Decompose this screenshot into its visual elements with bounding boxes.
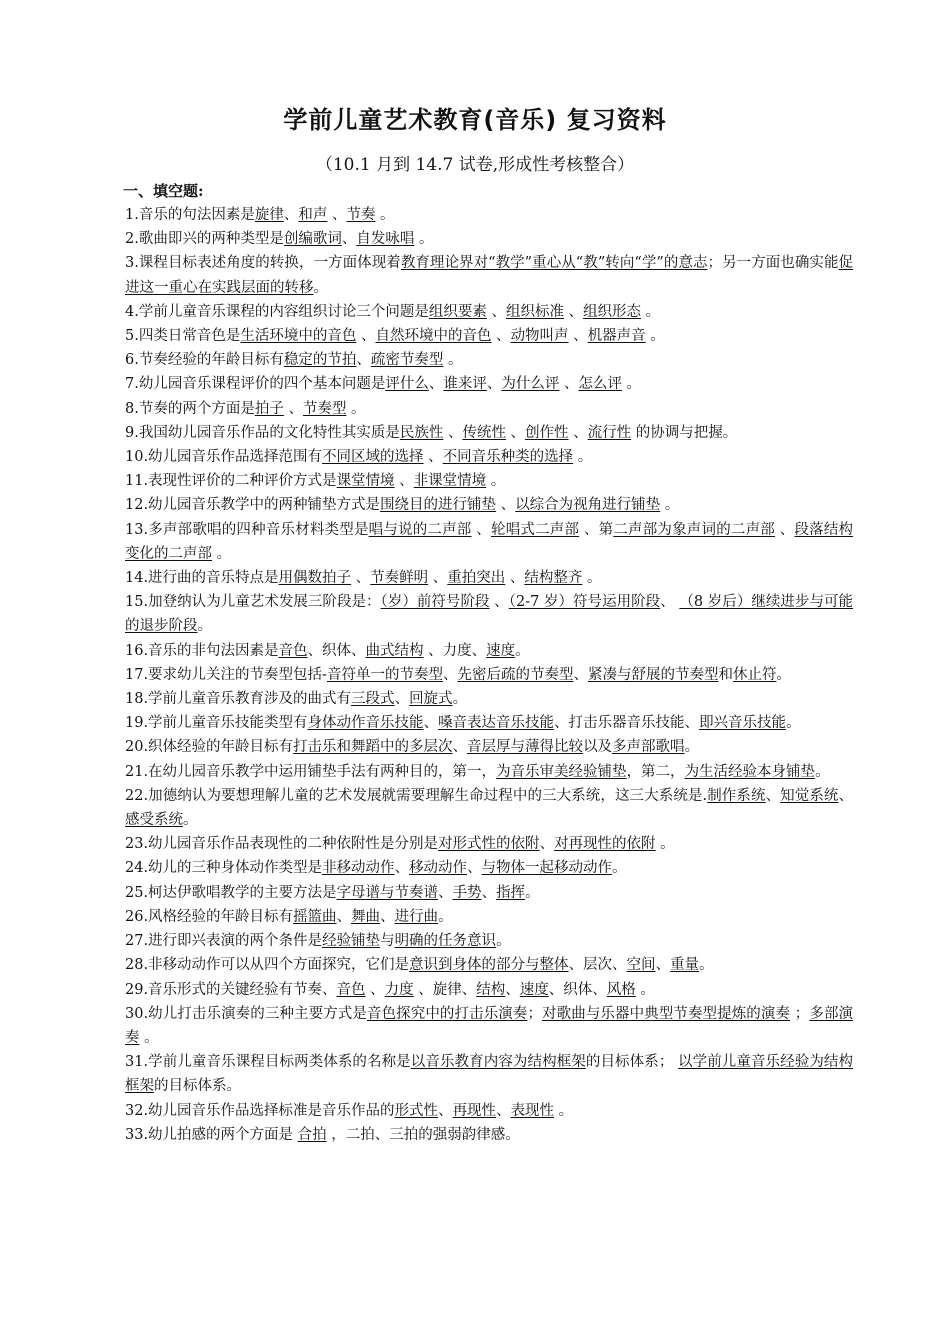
- question-text: 。: [621, 376, 642, 393]
- answer-text: 创作性: [525, 424, 569, 441]
- answer-text: 与物体一起移动动作: [481, 860, 613, 877]
- question-text: 、: [505, 424, 526, 441]
- question-text: 33.幼儿拍感的两个方面是: [125, 1126, 298, 1143]
- answer-text: 段落结构变化的二声部: [125, 521, 854, 562]
- question-text: 23.幼儿园音乐作品表现性的二种依附性是分别是: [125, 836, 439, 853]
- answer-text: 节奏: [346, 207, 376, 223]
- question-text: 、: [573, 666, 588, 683]
- question-item: [125, 493, 853, 517]
- question-text: 30.幼儿打击乐演奏的三种主要方式是: [125, 1005, 367, 1022]
- answer-text: 形式性: [394, 1102, 439, 1119]
- question-text: 、: [489, 594, 509, 611]
- question-text: 。: [139, 1029, 159, 1046]
- question-item: [125, 590, 853, 638]
- question-text: 。: [699, 957, 714, 974]
- question-text: 。: [786, 715, 801, 732]
- question-text: 、: [471, 521, 491, 538]
- answer-text: 动物叫声: [510, 328, 569, 345]
- answer-text: （8 岁后）继续进步与可能的退步阶段: [125, 594, 854, 635]
- answer-text: 再现性: [452, 1102, 497, 1119]
- question-text: 2.歌曲即兴的两种类型是: [125, 231, 284, 248]
- question-text: 、: [341, 231, 357, 248]
- answer-text: （2-7 岁）符号运用阶段: [508, 594, 661, 611]
- question-item: [125, 905, 853, 929]
- question-text: 。: [438, 908, 453, 925]
- question-text: 、层次、: [568, 957, 627, 974]
- answer-text: 促进这一重心在实践层面的转移: [125, 255, 853, 296]
- question-item: [125, 663, 853, 687]
- answer-text: 移动动作: [409, 860, 468, 877]
- answer-text: 速度: [519, 981, 549, 998]
- question-text: 、: [655, 957, 671, 974]
- answer-text: 手势: [452, 884, 482, 901]
- question-text: 12.幼儿园音乐教学中的两种铺垫方式是: [125, 497, 381, 514]
- question-text: 。: [496, 933, 511, 950]
- question-text: 的目标体系；: [585, 1054, 679, 1071]
- question-text: 以及: [583, 739, 613, 756]
- answer-text: 民族性: [399, 424, 444, 441]
- question-text: 。: [443, 352, 463, 369]
- answer-text: 组织形态: [583, 303, 642, 320]
- question-text: 和: [718, 666, 733, 683]
- section-heading: 一、填空题:: [123, 182, 204, 200]
- question-text: 、: [356, 328, 376, 345]
- answer-text: 不同音乐种类的选择: [442, 449, 574, 466]
- question-text: 16.音乐的非句法因素是: [125, 642, 279, 659]
- answer-text: 先密后疏的节奏型: [457, 666, 574, 683]
- answer-text: 对歌曲与乐器中典型节奏型提炼的演奏: [541, 1005, 791, 1022]
- question-item: [125, 1099, 853, 1123]
- question-item: [125, 566, 853, 590]
- question-text: 。: [655, 836, 675, 853]
- answer-text: 曲式结构: [365, 642, 424, 659]
- question-text: ，第二，: [626, 763, 685, 780]
- answer-text: 旋律: [254, 207, 284, 223]
- question-text: 、: [559, 376, 579, 393]
- question-text: 11.表现性评价的二种评价方式是: [125, 473, 337, 490]
- answer-text: 节奏型: [302, 400, 347, 417]
- question-text: 、: [443, 424, 463, 441]
- question-text: 8.节奏的两个方面是: [125, 400, 255, 417]
- question-text: 、: [660, 594, 680, 611]
- question-item: [125, 856, 853, 880]
- question-text: 。: [776, 666, 791, 683]
- answer-text: 教育理论界对“教学”重心从“教”转向“学”的意志: [400, 255, 708, 272]
- answer-text: 紧凑与舒展的节奏型: [587, 666, 719, 683]
- question-text: 、打击乐器音乐技能、: [554, 715, 700, 732]
- question-text: 27.进行即兴表演的两个条件是: [125, 933, 323, 950]
- answer-text: 多部演奏: [125, 1005, 854, 1046]
- question-text: 、: [442, 666, 458, 683]
- answer-text: 传统性: [462, 424, 506, 441]
- question-text: 、旋律、: [413, 981, 477, 998]
- question-text: 31.学前儿童音乐课程目标两类体系的名称是: [125, 1054, 411, 1071]
- answer-text: 意识到身体的部分与整体: [409, 957, 569, 974]
- question-text: ，二拍、三拍的强弱韵律感。: [326, 1126, 520, 1143]
- question-text: 、: [351, 570, 371, 587]
- question-item: [125, 227, 853, 251]
- answer-text: 生活环境中的音色: [240, 328, 357, 345]
- answer-text: 稳定的节拍: [283, 352, 357, 369]
- answer-text: 唱与说的二声部: [368, 521, 472, 538]
- question-text: 与: [380, 933, 395, 950]
- answer-text: 以音乐教育内容为结构框架: [410, 1054, 586, 1071]
- question-item: [125, 929, 853, 953]
- question-text: 、: [568, 424, 588, 441]
- question-text: 。: [197, 618, 212, 635]
- question-item: [125, 421, 853, 445]
- answer-text: 机器声音: [587, 328, 646, 345]
- answer-text: 音层厚与薄得比较: [467, 739, 584, 756]
- question-text: 21.在幼儿园音乐教学中运用铺垫手法有两种目的，第一，: [125, 763, 497, 780]
- question-text: 。: [212, 545, 232, 562]
- question-text: 的目标体系。: [154, 1078, 241, 1095]
- question-text: 。: [684, 739, 700, 756]
- question-text: 、: [394, 473, 414, 490]
- question-item: [125, 881, 853, 905]
- question-text: 、: [568, 328, 588, 345]
- question-text: 13.多声部歌唱的四种音乐材料类型是: [125, 521, 369, 538]
- answer-text: 谁来评: [443, 376, 487, 393]
- answer-text: 音色探究中的打击乐演奏: [366, 1005, 528, 1022]
- answer-text: 用偶数拍子: [278, 570, 352, 587]
- question-text: 、: [394, 691, 410, 708]
- answer-text: 知觉系统: [780, 787, 839, 804]
- answer-text: 音色: [336, 981, 366, 998]
- answer-text: 经验铺垫: [322, 933, 381, 950]
- question-text: 、: [365, 981, 385, 998]
- answer-text: 为音乐审美经验铺垫: [496, 763, 627, 780]
- answer-text: 字母谱与节奏谱: [336, 884, 439, 901]
- question-text: 、: [438, 884, 453, 901]
- answer-text: 非课堂情境: [413, 473, 487, 490]
- answer-text: 为生活经验本身铺垫: [684, 763, 816, 780]
- question-item: [125, 832, 853, 856]
- question-text: 19.学前儿童音乐技能类型有: [125, 715, 308, 732]
- document-subtitle: （10.1 月到 14.7 试卷,形成性考核整合）: [315, 155, 635, 175]
- question-text: 25.柯达伊歌唱教学的主要方法是: [125, 884, 337, 901]
- question-text: 24.幼儿的三种身体动作类型是: [125, 860, 323, 877]
- question-text: 、: [505, 981, 520, 998]
- answer-text: 指挥: [496, 884, 526, 901]
- answer-text: 速度: [486, 642, 516, 659]
- question-text: 20.织体经验的年龄目标有: [125, 739, 294, 756]
- answer-text: 自发咏唱: [356, 231, 415, 248]
- question-item: [125, 1050, 853, 1098]
- answer-text: 和声: [298, 207, 328, 223]
- question-text: 、: [467, 860, 482, 877]
- question-item: [125, 1002, 853, 1050]
- question-item: [125, 518, 853, 566]
- question-text: 1.音乐的句法因素是: [125, 207, 255, 223]
- question-text: 、: [283, 400, 303, 417]
- question-text: 。: [414, 231, 434, 248]
- answer-text: 打击乐和舞蹈中的多层次: [293, 739, 453, 756]
- question-text: 9.我国幼儿园音乐作品的文化特性其实质是: [125, 424, 400, 441]
- answer-text: 音符单一的节奏型: [326, 666, 443, 683]
- document-title: 学前儿童艺术教育(音乐) 复习资料: [283, 106, 667, 134]
- question-text: 6.节奏经验的年龄目标有: [125, 352, 284, 369]
- question-text: 、: [428, 570, 448, 587]
- question-text: 、: [452, 739, 468, 756]
- question-text: 15.加登纳认为儿童艺术发展三阶段是：: [125, 594, 381, 611]
- question-item: [125, 687, 853, 711]
- answer-text: 重拍突出: [447, 570, 506, 587]
- question-item: [125, 348, 853, 372]
- question-text: 。: [582, 570, 602, 587]
- question-text: 。: [515, 642, 530, 659]
- answer-text: 三段式: [351, 691, 395, 708]
- answer-text: 拍子: [254, 400, 284, 417]
- question-text: 7.幼儿园音乐课程评价的四个基本问题是: [125, 376, 386, 393]
- answer-text: 风格: [606, 981, 636, 998]
- question-text: 、: [496, 497, 516, 514]
- answer-text: 休止符: [732, 666, 777, 683]
- question-text: 、: [356, 352, 371, 369]
- answer-text: 对形式性的依附: [438, 836, 540, 853]
- question-text: 、: [327, 207, 347, 223]
- question-text: 。: [660, 497, 680, 514]
- question-text: 、: [423, 715, 439, 732]
- question-item: [125, 251, 853, 299]
- question-text: 、: [336, 908, 352, 925]
- answer-text: 自然环境中的音色: [375, 328, 492, 345]
- question-item: [125, 300, 853, 324]
- answer-text: 为什么评: [501, 376, 560, 393]
- question-text: 。: [183, 812, 198, 829]
- answer-text: 结构: [476, 981, 506, 998]
- question-text: 10.幼儿园音乐作品选择范围有: [125, 449, 323, 466]
- answer-text: 结构整齐: [524, 570, 583, 587]
- question-item: [125, 372, 853, 396]
- question-text: ；: [790, 1005, 810, 1022]
- question-text: 、: [394, 860, 410, 877]
- answer-text: 明确的任务意识: [394, 933, 497, 950]
- answer-text: 摇篮曲: [293, 908, 337, 925]
- question-item: [125, 445, 853, 469]
- question-text: 、: [765, 787, 781, 804]
- question-item: [125, 953, 853, 977]
- question-text: 22.加德纳认为要想理解儿童的艺术发展就需要理解生命过程中的三大系统，这三大系统是.: [125, 787, 708, 804]
- answer-text: 合拍: [297, 1126, 327, 1143]
- question-text: 17.要求幼儿关注的节奏型包括-: [125, 666, 327, 683]
- answer-text: 疏密节奏型: [370, 352, 444, 369]
- answer-text: （岁）前符号阶段: [380, 594, 490, 611]
- answer-text: 创编歌词: [283, 231, 342, 248]
- answer-text: 力度: [384, 981, 414, 998]
- answer-text: 进行曲: [394, 908, 439, 925]
- answer-text: 表现性: [510, 1102, 555, 1119]
- answer-text: 组织要素: [428, 303, 487, 320]
- answer-text: 轮唱式二声部: [491, 521, 580, 538]
- question-text: 。: [645, 328, 665, 345]
- question-text: 、: [423, 449, 443, 466]
- answer-text: 流行性: [587, 424, 632, 441]
- answer-text: 嗓音表达音乐技能: [438, 715, 555, 732]
- answer-text: 以综合为视角进行铺垫: [515, 497, 661, 514]
- answer-text: 重量: [670, 957, 700, 974]
- answer-text: 空间: [626, 957, 656, 974]
- question-item: [125, 760, 853, 784]
- question-item: [125, 735, 853, 759]
- question-text: 、织体、: [548, 981, 607, 998]
- question-text: 。: [635, 981, 655, 998]
- answer-text: 以学前儿童音乐经验为结构框架: [125, 1054, 854, 1095]
- question-text: 、: [505, 570, 525, 587]
- question-item: [125, 639, 853, 663]
- question-text: 、: [486, 376, 502, 393]
- question-text: 3.课程目标表述角度的转换，一方面体现着: [125, 255, 401, 272]
- question-item: [125, 324, 853, 348]
- answer-text: 制作系统: [707, 787, 766, 804]
- question-text: 29.音乐形式的关键经验有节奏、: [125, 981, 337, 998]
- question-text: 。: [346, 400, 366, 417]
- question-text: 32.幼儿园音乐作品选择标准是音乐作品的: [125, 1102, 395, 1119]
- question-text: 28.非移动动作可以从四个方面探究，它们是: [125, 957, 410, 974]
- question-item: [125, 203, 853, 227]
- answer-text: 节奏鲜明: [370, 570, 429, 587]
- question-text: 、: [774, 521, 795, 538]
- question-text: 、: [838, 787, 854, 804]
- question-text: 。: [525, 884, 540, 901]
- question-text: 、: [283, 207, 299, 223]
- answer-text: 评什么: [385, 376, 429, 393]
- question-text: 、: [491, 328, 511, 345]
- question-text: 、力度、: [423, 642, 487, 659]
- answer-text: 课堂情境: [336, 473, 395, 490]
- question-text: 、: [380, 908, 395, 925]
- question-item: [125, 397, 853, 421]
- answer-text: 二声部为象声词的二声部: [613, 521, 775, 538]
- question-item: [125, 978, 853, 1002]
- question-text: 的协调与把握。: [631, 424, 738, 441]
- question-text: 、: [428, 376, 444, 393]
- question-item: [125, 711, 853, 735]
- question-text: 、: [486, 303, 506, 320]
- answer-text: 即兴音乐技能: [699, 715, 787, 732]
- question-text: ；另一方面也确实能: [707, 255, 839, 272]
- question-text: 、: [539, 836, 555, 853]
- answer-text: 组织标准: [505, 303, 564, 320]
- question-item: [125, 469, 853, 493]
- question-text: 、: [481, 884, 497, 901]
- question-text: 18.学前儿童音乐教育涉及的曲式有: [125, 691, 352, 708]
- question-text: 4.学前儿童音乐课程的内容组织讨论三个问题是: [125, 303, 429, 320]
- question-text: 。: [641, 303, 661, 320]
- question-text: 、: [438, 1102, 453, 1119]
- question-list: [125, 203, 853, 1147]
- question-text: 、织体、: [307, 642, 366, 659]
- answer-text: 回旋式: [409, 691, 453, 708]
- answer-text: 围绕目的进行铺垫: [380, 497, 497, 514]
- answer-text: 舞曲: [351, 908, 381, 925]
- question-text: 、: [563, 303, 584, 320]
- question-text: 、: [496, 1102, 511, 1119]
- question-text: 。: [313, 279, 328, 296]
- answer-text: 对再现性的依附: [554, 836, 656, 853]
- question-text: 26.风格经验的年龄目标有: [125, 908, 294, 925]
- question-item: [125, 784, 853, 832]
- answer-text: 怎么评: [578, 376, 622, 393]
- answer-text: 多声部歌唱: [612, 739, 685, 756]
- question-text: 。: [815, 763, 830, 780]
- question-text: 。: [452, 691, 468, 708]
- question-text: 。: [573, 449, 593, 466]
- question-item: [125, 1123, 853, 1147]
- question-text: ；: [527, 1005, 542, 1022]
- question-text: 5.四类日常音色是: [125, 328, 241, 345]
- answer-text: 身体动作音乐技能: [307, 715, 424, 732]
- question-text: 。: [375, 207, 395, 223]
- question-text: 。: [554, 1102, 574, 1119]
- answer-text: 非移动动作: [322, 860, 395, 877]
- question-text: 。: [612, 860, 627, 877]
- question-text: 、第: [579, 521, 614, 538]
- answer-text: 感受系统: [125, 812, 183, 829]
- answer-text: 不同区域的选择: [322, 449, 424, 466]
- question-text: 14.进行曲的音乐特点是: [125, 570, 279, 587]
- answer-text: 音色: [278, 642, 308, 659]
- question-text: 。: [486, 473, 506, 490]
